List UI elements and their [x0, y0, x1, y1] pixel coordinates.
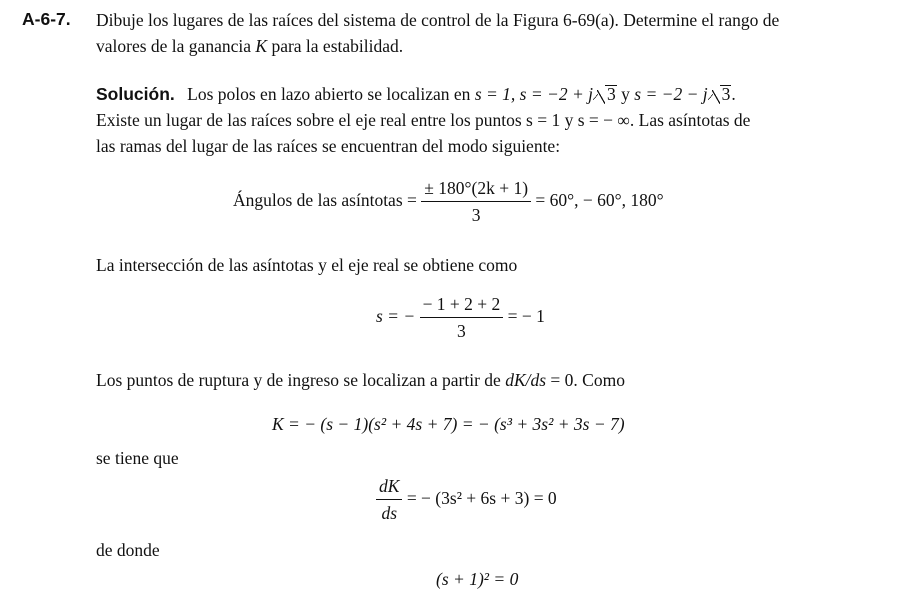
fraction-angles: $\frac{\pm 180^\circ(2k + 1)}{3}$ — [421, 178, 531, 226]
problem-label: A-6-7. — [22, 9, 71, 29]
sqrt-3-b: 3 — [708, 84, 732, 105]
problem-line-1: Dibuje los lugares de las raíces del sistema de control de la Figura 6-69(a). Determine el rango de — [96, 10, 780, 30]
equation-derivative: $\frac{dK}{ds}$ = − (3s² + 6s + 3) = 0 — [376, 476, 557, 524]
sqrt-3-a: 3 — [593, 84, 617, 105]
de-donde-text: de donde — [96, 540, 160, 560]
problem-header — [22, 9, 71, 30]
equation-intersection: s = − $\frac{- 1 + 2 + 2}{3}$ = − 1 — [376, 294, 545, 341]
equation-gain: K = − (s − 1)(s² + 4s + 7) = − (s³ + 3s² + 3s − 7) — [272, 414, 625, 434]
se-tiene-que-text: se tiene que — [96, 448, 179, 468]
solution-line-1: Solución. Los polos en lazo abierto se localizan en s = 1, s = −2 + j 3 y s = −2 − j 3. — [96, 84, 736, 104]
solution-line-2: Existe un lugar de las raíces sobre el eje real entre los puntos s = 1 y s = − ∞. Las asíntotas de — [96, 110, 751, 130]
equation-double-root: (s + 1)² = 0 — [436, 569, 519, 589]
intersection-text: La intersección de las asíntotas y el eje real se obtiene como — [96, 255, 518, 275]
equation-asymptote-angles: Ángulos de las asíntotas = $\frac{\pm 180^\circ(2k + 1)}{3}$ = 60°, − 60°, 180° — [233, 178, 664, 225]
breakaway-text: Los puntos de ruptura y de ingreso se localizan a partir de dK/ds = 0. Como — [96, 370, 625, 390]
problem-line-2: valores de la ganancia K para la estabilidad. — [96, 36, 404, 56]
solution-label: Solución. — [96, 84, 175, 104]
fraction-intersection: $\frac{- 1 + 2 + 2}{3}$ — [420, 294, 504, 342]
fraction-dk-ds: $\frac{dK}{ds}$ — [376, 476, 402, 524]
solution-line-3: las ramas del lugar de las raíces se encuentran del modo siguiente: — [96, 136, 561, 156]
